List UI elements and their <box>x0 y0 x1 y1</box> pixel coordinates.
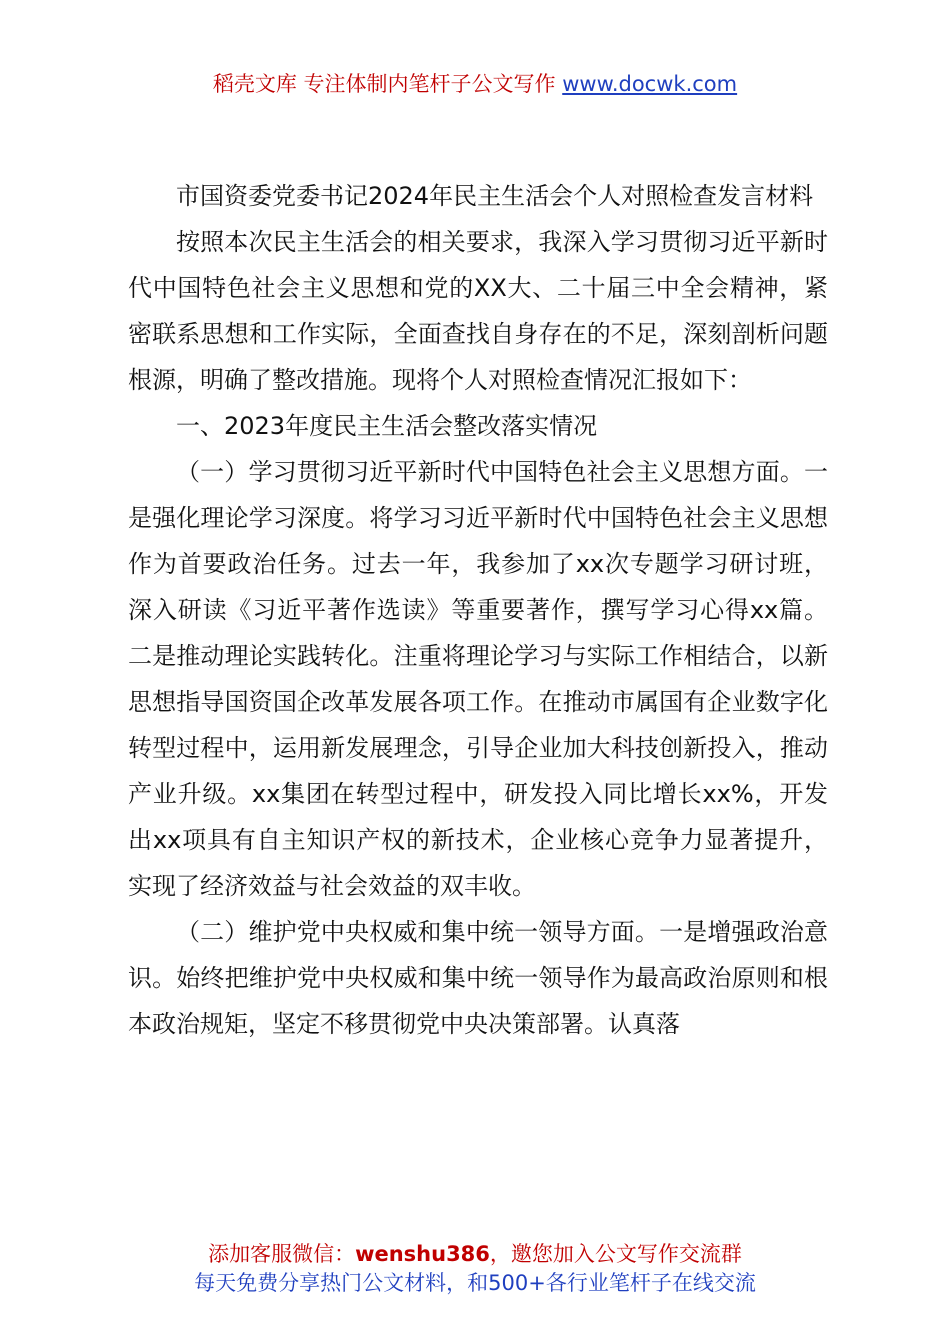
promo-footer <box>0 1240 950 1298</box>
header-website-link[interactable]: www.docwk.com <box>562 72 738 96</box>
watermark-header <box>0 70 950 98</box>
paragraph-authority: （二）维护党中央权威和集中统一领导方面。一是增强政治意识。始终把维护党中央权威和集中统一领导作为最高政治原则和根本政治规矩，坚定不移贯彻党中央决策部署。认真落 <box>128 918 828 1038</box>
footer-contact-line <box>0 1240 950 1269</box>
footer-contact-suffix: ，邀您加入公文写作交流群 <box>489 1242 742 1266</box>
section-heading-1: 一、2023年度民主生活会整改落实情况 <box>176 412 598 440</box>
footer-share-line: 每天免费分享热门公文材料，和500+各行业笔杆子在线交流 <box>194 1271 756 1295</box>
footer-contact-prefix: 添加客服微信： <box>208 1242 356 1266</box>
header-brand-text: 稻壳文库 专注体制内笔杆子公文写作 <box>212 72 563 96</box>
document-body <box>128 173 828 1047</box>
paragraph-intro: 按照本次民主生活会的相关要求，我深入学习贯彻习近平新时代中国特色社会主义思想和党的XX大、二十届三中全会精神，紧密联系思想和工作实际，全面查找自身存在的不足，深刻剖析问题根源，明确了整改措施。现将个人对照检查情况汇报如下： <box>128 228 828 394</box>
paragraph-study: （一）学习贯彻习近平新时代中国特色社会主义思想方面。一是强化理论学习深度。将学习习近平新时代中国特色社会主义思想作为首要政治任务。过去一年，我参加了xx次专题学习研讨班，深入研读《习近平著作选读》等重要著作，撰写学习心得xx篇。二是推动理论实践转化。注重将理论学习与实际工作相结合，以新思想指导国资国企改革发展各项工作。在推动市属国有企业数字化转型过程中，运用新发展理念，引导企业加大科技创新投入，推动产业升级。xx集团在转型过程中，研发投入同比增长xx%，开发出xx项具有自主知识产权的新技术，企业核心竞争力显著提升，实现了经济效益与社会效益的双丰收。 <box>128 458 828 900</box>
wechat-id: wenshu386 <box>355 1242 490 1266</box>
document-title: 市国资委党委书记2024年民主生活会个人对照检查发言材料 <box>176 182 814 210</box>
